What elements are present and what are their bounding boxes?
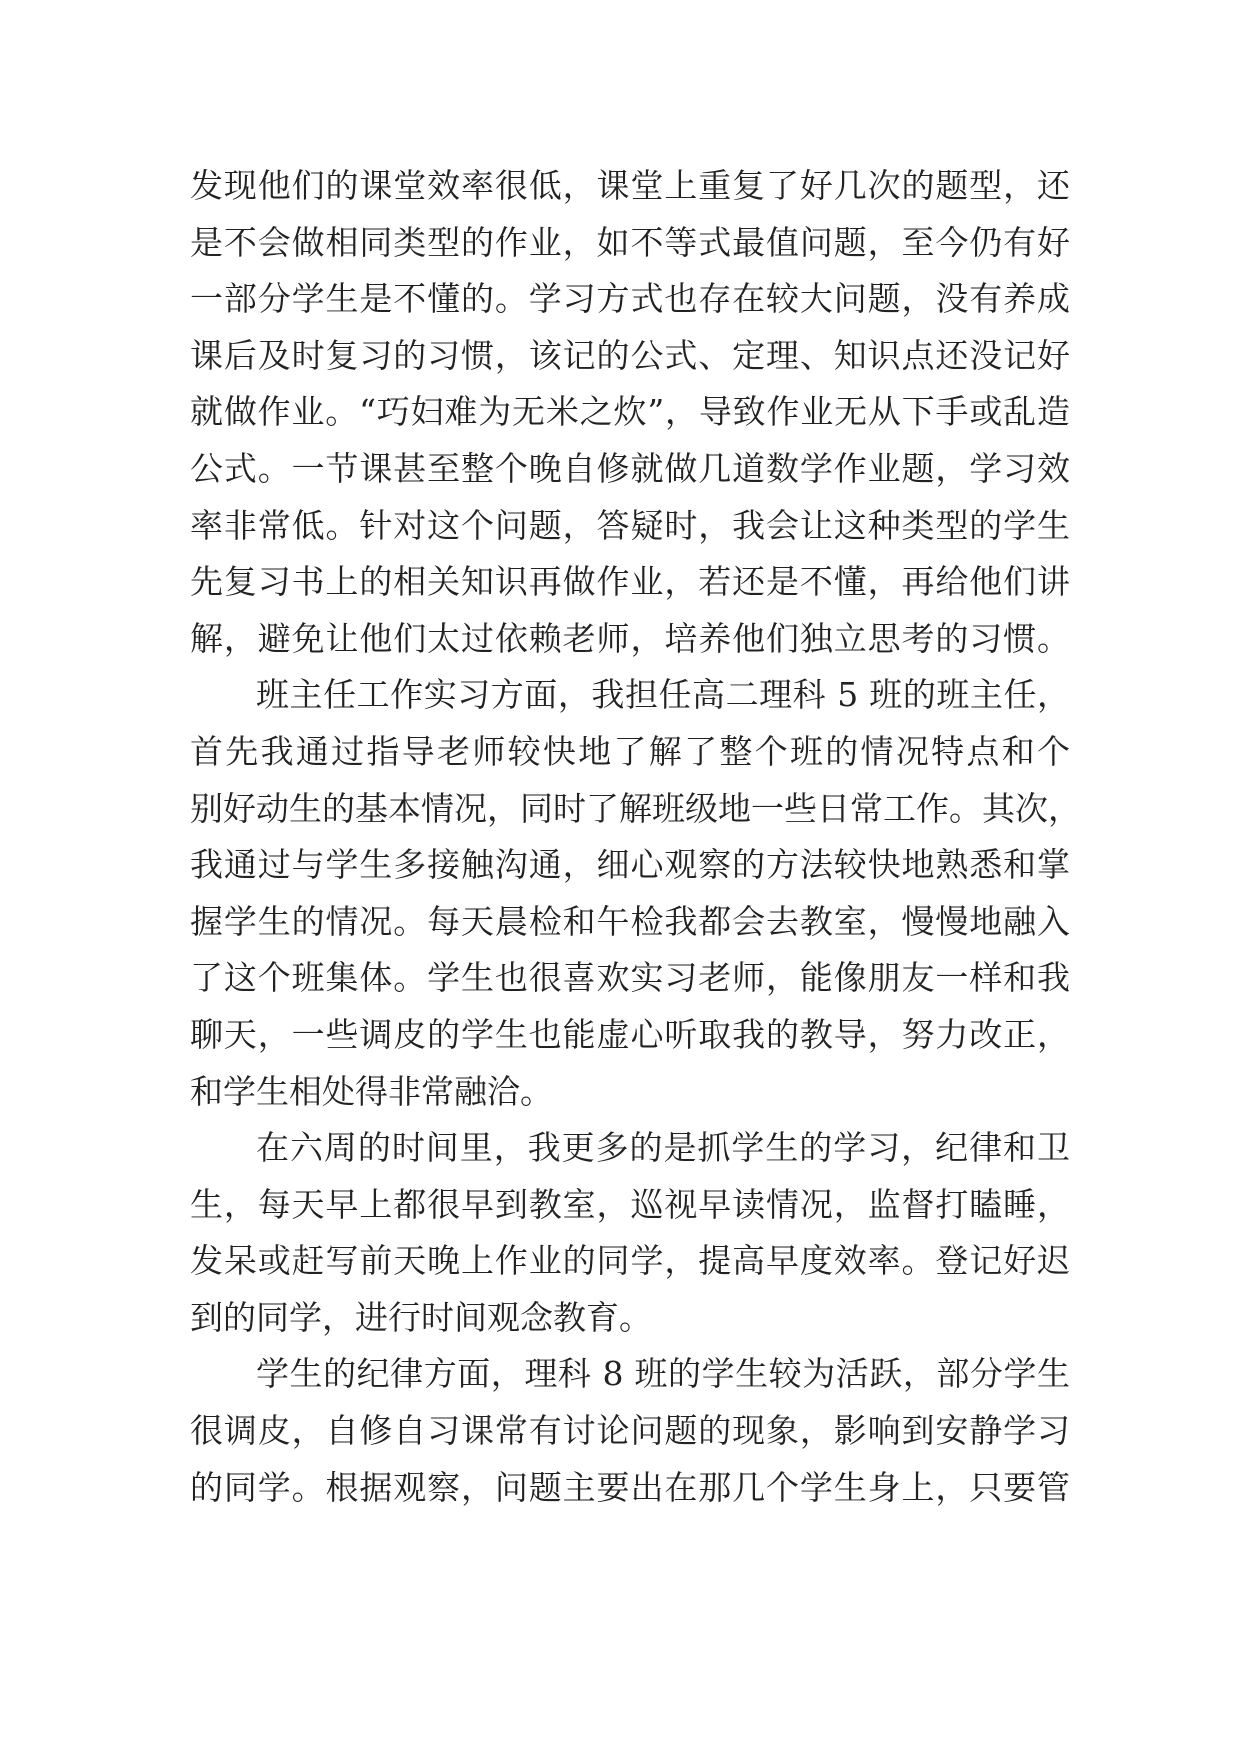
text-line: 率非常低。针对这个问题，答疑时，我会让这种类型的学生 xyxy=(190,505,1070,545)
text-line: 解，避免让他们太过依赖老师，培养他们独立思考的习惯。 xyxy=(190,618,1070,658)
text-line: 生，每天早上都很早到教室，巡视早读情况，监督打瞌睡， xyxy=(190,1184,1070,1224)
text-line: 公式。一节课甚至整个晚自修就做几道数学作业题，学习效 xyxy=(190,448,1070,488)
text-line: 一部分学生是不懂的。学习方式也存在较大问题，没有养成 xyxy=(190,279,1070,319)
text-line: 很调皮，自修自习课常有讨论问题的现象，影响到安静学习 xyxy=(190,1411,1070,1451)
text-line: 先复习书上的相关知识再做作业，若还是不懂，再给他们讲 xyxy=(190,562,1070,602)
text-line: 是不会做相同类型的作业，如不等式最值问题，至今仍有好 xyxy=(190,222,1070,262)
text-line: 发现他们的课堂效率很低，课堂上重复了好几次的题型，还 xyxy=(190,166,1070,205)
text-line: 和学生相处得非常融洽。 xyxy=(190,1071,553,1111)
text-line: 在六周的时间里，我更多的是抓学生的学习，纪律和卫 xyxy=(256,1128,1070,1168)
body-text xyxy=(190,158,1081,1516)
text-line: 握学生的情况。每天晨检和午检我都会去教室，慢慢地融入 xyxy=(190,901,1070,941)
text-line: 到的同学，进行时间观念教育。 xyxy=(190,1297,652,1337)
text-line: 学生的纪律方面，理科 8 班的学生较为活跃，部分学生 xyxy=(256,1354,1070,1394)
text-line: 就做作业。“巧妇难为无米之炊”，导致作业无从下手或乱造 xyxy=(190,392,1070,432)
text-line: 别好动生的基本情况，同时了解班级地一些日常工作。其次， xyxy=(190,788,1081,828)
text-line: 班主任工作实习方面，我担任高二理科 5 班的班主任， xyxy=(256,675,1070,715)
text-line: 聊天，一些调皮的学生也能虚心听取我的教导，努力改正， xyxy=(190,1014,1070,1054)
text-line: 首先我通过指导老师较快地了解了整个班的情况特点和个 xyxy=(190,731,1070,771)
text-line: 我通过与学生多接触沟通，细心观察的方法较快地熟悉和掌 xyxy=(190,845,1070,885)
text-line: 了这个班集体。学生也很喜欢实习老师，能像朋友一样和我 xyxy=(190,958,1070,998)
text-line: 的同学。根据观察，问题主要出在那几个学生身上，只要管 xyxy=(190,1467,1070,1507)
text-line: 课后及时复习的习惯，该记的公式、定理、知识点还没记好 xyxy=(190,335,1070,375)
text-line: 发呆或赶写前天晚上作业的同学，提高早度效率。登记好迟 xyxy=(190,1241,1070,1281)
